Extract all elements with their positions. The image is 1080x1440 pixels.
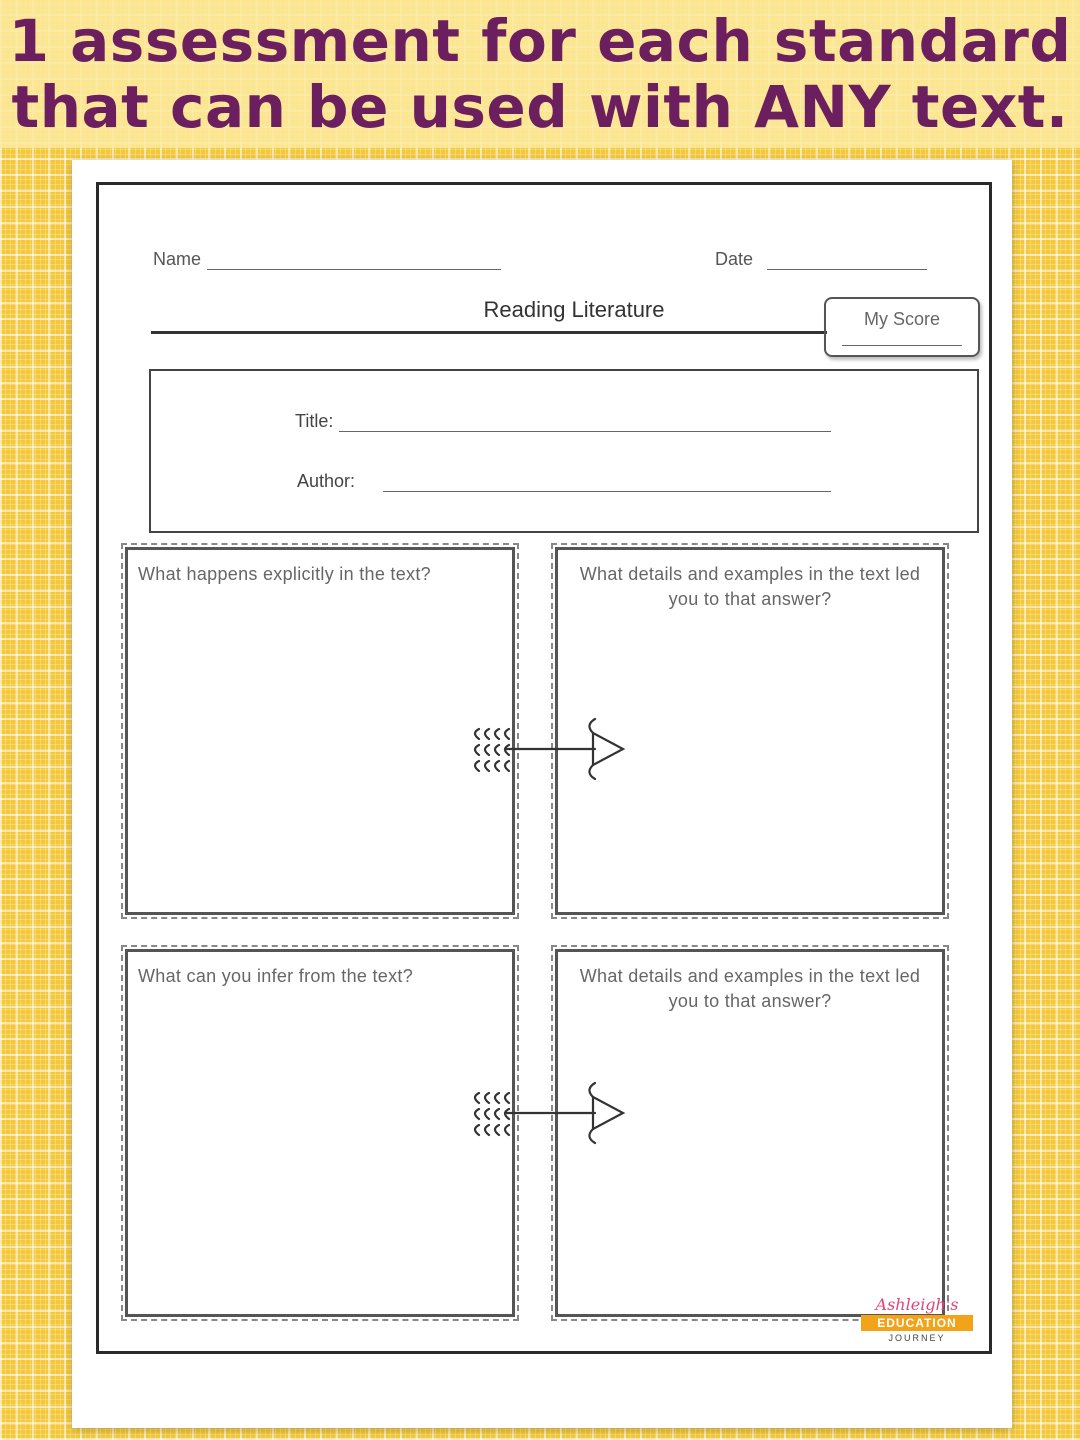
headline-line-2: that can be used with ANY text. [11, 73, 1069, 141]
logo-education-text: EDUCATION [861, 1315, 973, 1331]
question-text: What happens explicitly in the text? [138, 564, 431, 584]
logo-script-text: Ashleigh's [875, 1295, 959, 1314]
title-label: Title: [295, 411, 334, 431]
title-field[interactable] [339, 431, 831, 432]
name-field[interactable] [207, 269, 501, 270]
worksheet-page [72, 160, 1012, 1428]
author-field[interactable] [383, 491, 831, 492]
date-label: Date [715, 249, 754, 269]
headline [0, 8, 1080, 140]
title-author-box [149, 369, 979, 533]
question-text: What details and examples in the text led you to that answer? [579, 564, 921, 609]
question-text: What details and examples in the text led you to that answer? [579, 966, 921, 1011]
name-label: Name [153, 249, 202, 269]
score-box [824, 297, 980, 357]
section-title-rule [151, 331, 827, 334]
question-box-explicit[interactable] [125, 547, 515, 915]
brand-logo [858, 1296, 976, 1350]
arrow-icon [465, 1075, 645, 1165]
headline-line-1: 1 assessment for each standard [8, 7, 1072, 75]
logo-journey-text: JOURNEY [888, 1333, 946, 1343]
date-field[interactable] [767, 269, 927, 270]
question-text: What can you infer from the text? [138, 966, 414, 986]
arrow-icon [465, 711, 645, 801]
score-field[interactable] [842, 345, 962, 346]
score-label: My Score [863, 309, 941, 329]
author-label: Author: [297, 471, 356, 491]
question-box-infer[interactable] [125, 949, 515, 1317]
section-title: Reading Literature [483, 297, 665, 322]
worksheet-frame [96, 182, 992, 1354]
